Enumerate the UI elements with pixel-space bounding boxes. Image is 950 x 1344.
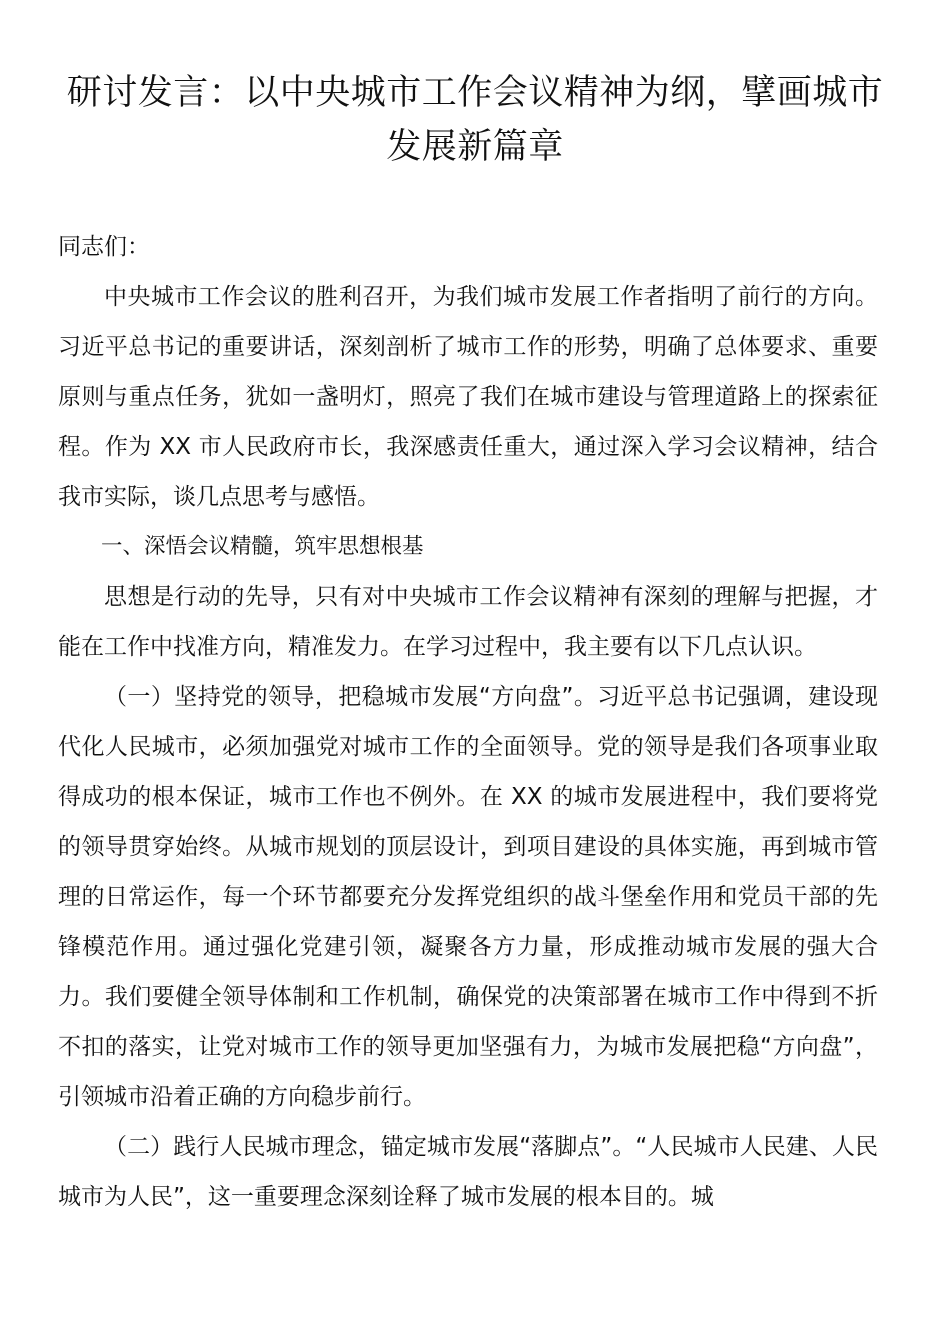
salutation: 同志们： <box>58 234 150 260</box>
paragraph-point-1: （一）坚持党的领导，把稳城市发展“方向盘”。习近平总书记强调，建设现代化人民城市，必须加强党对城市工作的全面领导。党的领导是我们各项事业取得成功的根本保证，城市工作也不例外。在 XX 的城市发展进程中，我们要将党的领导贯穿始终。从城市规划的顶层设计，到项目建设的具体实施，再到城市管理的日常运作，每一个环节都要充分发挥党组织的战斗堡垒作用和党员干部的先锋模范作用。通过强化党建引领，凝聚各方力量，形成推动城市发展的强大合力。我们要健全领导体制和工作机制，确保党的决策部署在城市工作中得到不折不扣的落实，让党对城市工作的领导更加坚强有力，为城市发展把稳“方向盘”，引领城市沿着正确的方向稳步前行。 <box>58 684 878 1110</box>
paragraph-section-1-intro: 思想是行动的先导，只有对中央城市工作会议精神有深刻的理解与把握，才能在工作中找准方向，精准发力。在学习过程中，我主要有以下几点认识。 <box>58 584 878 660</box>
section-heading-1: 一、深悟会议精髓，筑牢思想根基 <box>101 534 424 559</box>
document-title: 研讨发言：以中央城市工作会议精神为纲，擘画城市发展新篇章 <box>66 73 884 167</box>
document-body <box>58 222 878 1222</box>
paragraph-intro: 中央城市工作会议的胜利召开，为我们城市发展工作者指明了前行的方向。习近平总书记的重要讲话，深刻剖析了城市工作的形势，明确了总体要求、重要原则与重点任务，犹如一盏明灯，照亮了我们在城市建设与管理道路上的探索征程。作为 XX 市人民政府市长，我深感责任重大，通过深入学习会议精神，结合我市实际，谈几点思考与感悟。 <box>58 284 878 510</box>
paragraph-point-2: （二）践行人民城市理念，锚定城市发展“落脚点”。“人民城市人民建、人民城市为人民”，这一重要理念深刻诠释了城市发展的根本目的。城 <box>58 1134 878 1210</box>
